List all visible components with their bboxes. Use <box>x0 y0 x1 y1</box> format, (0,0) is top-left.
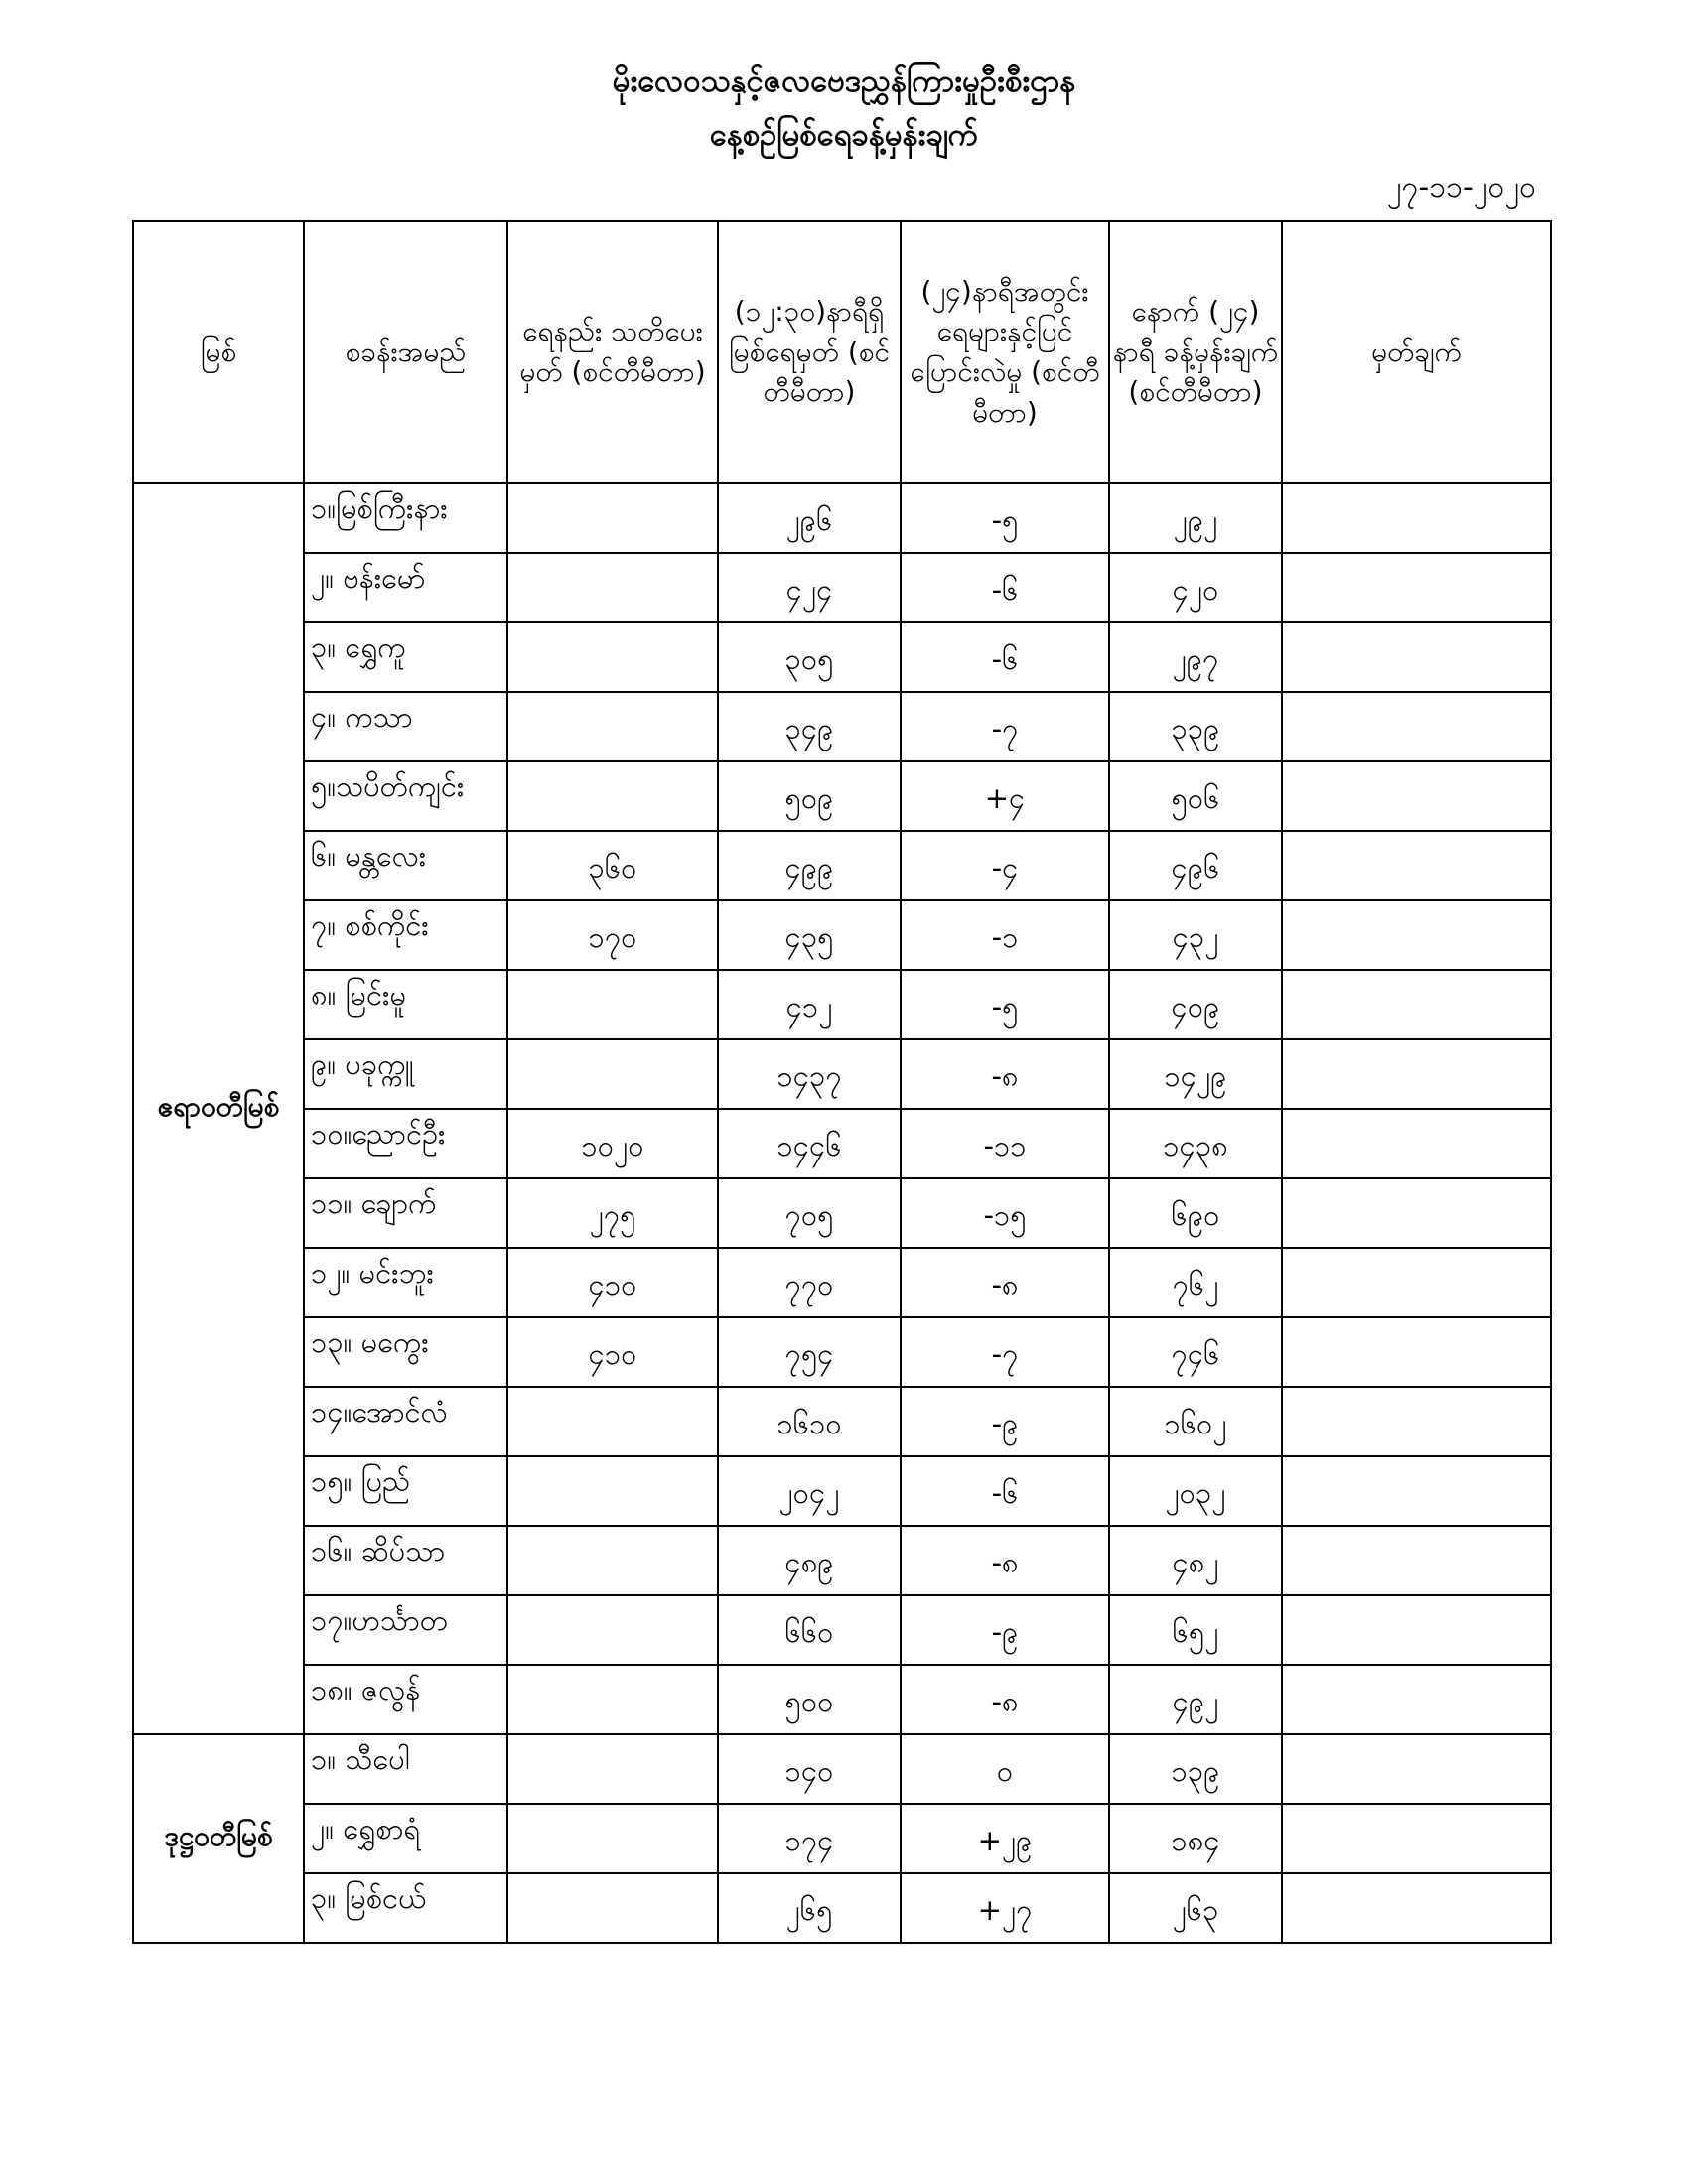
station-name-cell: ၁။မြစ်ကြီးနား <box>304 483 507 553</box>
station-name-cell: ၃။ ရွှေကူ <box>304 622 507 692</box>
level-change-cell: +၄ <box>901 761 1109 831</box>
station-name-cell: ၂။ ရွှေစာရံ <box>304 1804 507 1873</box>
page-title: မိုးလေဝသနှင့်ဇလဗေဒညွှန်ကြားမှုဦးစီးဌာန <box>612 64 1076 99</box>
level-change-cell: -၈ <box>901 1526 1109 1595</box>
warning-level-cell <box>507 483 718 553</box>
column-header-river: မြစ် <box>133 221 304 483</box>
warning-level-cell <box>507 692 718 761</box>
level-change-cell: -၆ <box>901 622 1109 692</box>
table-row <box>133 900 1551 970</box>
remark-cell <box>1282 622 1551 692</box>
water-level-cell: ၄၈၉ <box>718 1526 901 1595</box>
water-level-cell: ၁၄၀ <box>718 1734 901 1804</box>
forecast-cell: ၂၀၃၂ <box>1109 1456 1282 1526</box>
table-row <box>133 622 1551 692</box>
level-change-cell: -၇ <box>901 692 1109 761</box>
station-name-cell: ၁၁။ ချောက် <box>304 1178 507 1248</box>
table-row <box>133 1248 1551 1317</box>
warning-level-cell: ၃၆၀ <box>507 831 718 900</box>
station-name-cell: ၁၃။ မကွေး <box>304 1317 507 1387</box>
warning-level-cell <box>507 1387 718 1456</box>
remark-cell <box>1282 1526 1551 1595</box>
warning-level-cell: ၄၁၀ <box>507 1317 718 1387</box>
level-change-cell: +၂၇ <box>901 1873 1109 1943</box>
warning-level-cell <box>507 1873 718 1943</box>
warning-level-cell <box>507 1665 718 1734</box>
forecast-cell: ၄၉၆ <box>1109 831 1282 900</box>
forecast-cell: ၁၆၀၂ <box>1109 1387 1282 1456</box>
remark-cell <box>1282 483 1551 553</box>
table-row <box>133 1665 1551 1734</box>
page-subtitle: နေ့စဉ်မြစ်ရေခန့်မှန်းချက် <box>709 117 979 153</box>
forecast-cell: ၄၉၂ <box>1109 1665 1282 1734</box>
remark-cell <box>1282 1734 1551 1804</box>
table-row <box>133 553 1551 622</box>
water-level-cell: ၄၃၅ <box>718 900 901 970</box>
forecast-cell: ၁၈၄ <box>1109 1804 1282 1873</box>
forecast-cell: ၂၉၂ <box>1109 483 1282 553</box>
remark-cell <box>1282 1248 1551 1317</box>
warning-level-cell <box>507 970 718 1039</box>
forecast-cell: ၂၆၃ <box>1109 1873 1282 1943</box>
level-change-cell: -၅ <box>901 970 1109 1039</box>
water-level-cell: ၂၀၄၂ <box>718 1456 901 1526</box>
forecast-cell: ၆၉၀ <box>1109 1178 1282 1248</box>
warning-level-cell <box>507 622 718 692</box>
forecast-cell: ၄၃၂ <box>1109 900 1282 970</box>
water-level-cell: ၄၉၉ <box>718 831 901 900</box>
remark-cell <box>1282 1317 1551 1387</box>
remark-cell <box>1282 1109 1551 1178</box>
station-name-cell: ၇။ စစ်ကိုင်း <box>304 900 507 970</box>
warning-level-cell: ၁၇၀ <box>507 900 718 970</box>
warning-level-cell: ၂၇၅ <box>507 1178 718 1248</box>
level-change-cell: -၉ <box>901 1387 1109 1456</box>
forecast-cell: ၄၀၉ <box>1109 970 1282 1039</box>
remark-cell <box>1282 1595 1551 1665</box>
table-row <box>133 1109 1551 1178</box>
level-change-cell: -၁၁ <box>901 1109 1109 1178</box>
level-change-cell: -၁ <box>901 900 1109 970</box>
station-name-cell: ၁၀။ညောင်ဦး <box>304 1109 507 1178</box>
station-name-cell: ၁၅။ ပြည် <box>304 1456 507 1526</box>
station-name-cell: ၈။ မြင်းမူ <box>304 970 507 1039</box>
table-row <box>133 1526 1551 1595</box>
level-change-cell: -၅ <box>901 483 1109 553</box>
station-name-cell: ၁၂။ မင်းဘူး <box>304 1248 507 1317</box>
report-date: ၂၇-၁၁-၂၀၂၀ <box>1386 170 1536 205</box>
column-header-remark: မှတ်ချက် <box>1282 221 1551 483</box>
column-header-change: (၂၄)နာရီအတွင်း ရေများနှင့်ပြင်ပြောင်းလဲမှု (စင်တီမီတာ) <box>901 221 1109 483</box>
table-row <box>133 761 1551 831</box>
remark-cell <box>1282 1387 1551 1456</box>
table-row <box>133 1873 1551 1943</box>
warning-level-cell: ၄၁၀ <box>507 1248 718 1317</box>
water-level-cell: ၇၇၀ <box>718 1248 901 1317</box>
level-change-cell: -၆ <box>901 1456 1109 1526</box>
forecast-cell: ၁၄၃၈ <box>1109 1109 1282 1178</box>
table-row <box>133 1456 1551 1526</box>
water-level-cell: ၁၇၄ <box>718 1804 901 1873</box>
forecast-cell: ၇၆၂ <box>1109 1248 1282 1317</box>
table-row <box>133 1317 1551 1387</box>
station-name-cell: ၁၆။ ဆိပ်သာ <box>304 1526 507 1595</box>
water-level-cell: ၃၀၅ <box>718 622 901 692</box>
forecast-table <box>132 220 1552 1944</box>
forecast-cell: ၄၂၀ <box>1109 553 1282 622</box>
station-name-cell: ၃။ မြစ်ငယ် <box>304 1873 507 1943</box>
forecast-cell: ၆၅၂ <box>1109 1595 1282 1665</box>
warning-level-cell <box>507 1804 718 1873</box>
level-change-cell: -၈ <box>901 1039 1109 1109</box>
station-name-cell: ၄။ ကသာ <box>304 692 507 761</box>
warning-level-cell <box>507 1039 718 1109</box>
level-change-cell: -၈ <box>901 1665 1109 1734</box>
water-level-cell: ၆၆၀ <box>718 1595 901 1665</box>
water-level-cell: ၂၉၆ <box>718 483 901 553</box>
forecast-cell: ၁၃၉ <box>1109 1734 1282 1804</box>
water-level-cell: ၄၂၄ <box>718 553 901 622</box>
table-body <box>133 483 1551 1943</box>
remark-cell <box>1282 1039 1551 1109</box>
warning-level-cell <box>507 761 718 831</box>
table-row <box>133 970 1551 1039</box>
level-change-cell: -၇ <box>901 1317 1109 1387</box>
station-name-cell: ၁။ သီပေါ <box>304 1734 507 1804</box>
forecast-cell: ၅၀၆ <box>1109 761 1282 831</box>
warning-level-cell <box>507 1595 718 1665</box>
forecast-cell: ၁၄၂၉ <box>1109 1039 1282 1109</box>
remark-cell <box>1282 1665 1551 1734</box>
station-name-cell: ၂။ ဗန်းမော် <box>304 553 507 622</box>
table-row <box>133 483 1551 553</box>
remark-cell <box>1282 831 1551 900</box>
water-level-cell: ၃၄၉ <box>718 692 901 761</box>
table-header-row <box>133 221 1551 483</box>
table-row <box>133 692 1551 761</box>
remark-cell <box>1282 761 1551 831</box>
level-change-cell: ၀ <box>901 1734 1109 1804</box>
level-change-cell: -၈ <box>901 1248 1109 1317</box>
table-row <box>133 1734 1551 1804</box>
station-name-cell: ၆။ မန္တလေး <box>304 831 507 900</box>
warning-level-cell <box>507 1456 718 1526</box>
level-change-cell: -၆ <box>901 553 1109 622</box>
table-row <box>133 1178 1551 1248</box>
forecast-cell: ၄၈၂ <box>1109 1526 1282 1595</box>
warning-level-cell: ၁၀၂၀ <box>507 1109 718 1178</box>
warning-level-cell <box>507 1526 718 1595</box>
remark-cell <box>1282 1178 1551 1248</box>
column-header-warning-level: ရေနည်း သတိပေးမှတ် (စင်တီမီတာ) <box>507 221 718 483</box>
water-level-cell: ၁၆၁၀ <box>718 1387 901 1456</box>
river-name-cell: ဧရာဝတီမြစ် <box>133 483 304 1734</box>
table-row <box>133 831 1551 900</box>
water-level-cell: ၅၀၀ <box>718 1665 901 1734</box>
station-name-cell: ၁၇။ဟင်္သာတ <box>304 1595 507 1665</box>
remark-cell <box>1282 900 1551 970</box>
level-change-cell: -၁၅ <box>901 1178 1109 1248</box>
remark-cell <box>1282 553 1551 622</box>
remark-cell <box>1282 1456 1551 1526</box>
water-level-cell: ၇၀၅ <box>718 1178 901 1248</box>
column-header-water-level: (၁၂:၃၀)နာရီရှိ မြစ်ရေမှတ် (စင်တီမီတာ) <box>718 221 901 483</box>
water-level-cell: ၇၅၄ <box>718 1317 901 1387</box>
forecast-cell: ၇၄၆ <box>1109 1317 1282 1387</box>
column-header-station: စခန်းအမည် <box>304 221 507 483</box>
water-level-cell: ၄၁၂ <box>718 970 901 1039</box>
remark-cell <box>1282 1873 1551 1943</box>
station-name-cell: ၁၈။ ဇလွန် <box>304 1665 507 1734</box>
forecast-cell: ၂၉၇ <box>1109 622 1282 692</box>
table-row <box>133 1387 1551 1456</box>
level-change-cell: -၉ <box>901 1595 1109 1665</box>
forecast-cell: ၃၃၉ <box>1109 692 1282 761</box>
warning-level-cell <box>507 1734 718 1804</box>
water-level-cell: ၅၀၉ <box>718 761 901 831</box>
table-row <box>133 1595 1551 1665</box>
water-level-cell: ၁၄၄၆ <box>718 1109 901 1178</box>
table-row <box>133 1039 1551 1109</box>
column-header-forecast: နောက် (၂၄) နာရီ ခန့်မှန်းချက် (စင်တီမီတာ) <box>1109 221 1282 483</box>
table-row <box>133 1804 1551 1873</box>
remark-cell <box>1282 692 1551 761</box>
warning-level-cell <box>507 553 718 622</box>
station-name-cell: ၉။ ပခုက္ကူ <box>304 1039 507 1109</box>
water-level-cell: ၂၆၅ <box>718 1873 901 1943</box>
remark-cell <box>1282 970 1551 1039</box>
station-name-cell: ၁၄။အောင်လံ <box>304 1387 507 1456</box>
river-name-cell: ဒုဋ္ဌဝတီမြစ် <box>133 1734 304 1943</box>
water-level-cell: ၁၄၃၇ <box>718 1039 901 1109</box>
level-change-cell: -၄ <box>901 831 1109 900</box>
station-name-cell: ၅။သပိတ်ကျင်း <box>304 761 507 831</box>
remark-cell <box>1282 1804 1551 1873</box>
level-change-cell: +၂၉ <box>901 1804 1109 1873</box>
